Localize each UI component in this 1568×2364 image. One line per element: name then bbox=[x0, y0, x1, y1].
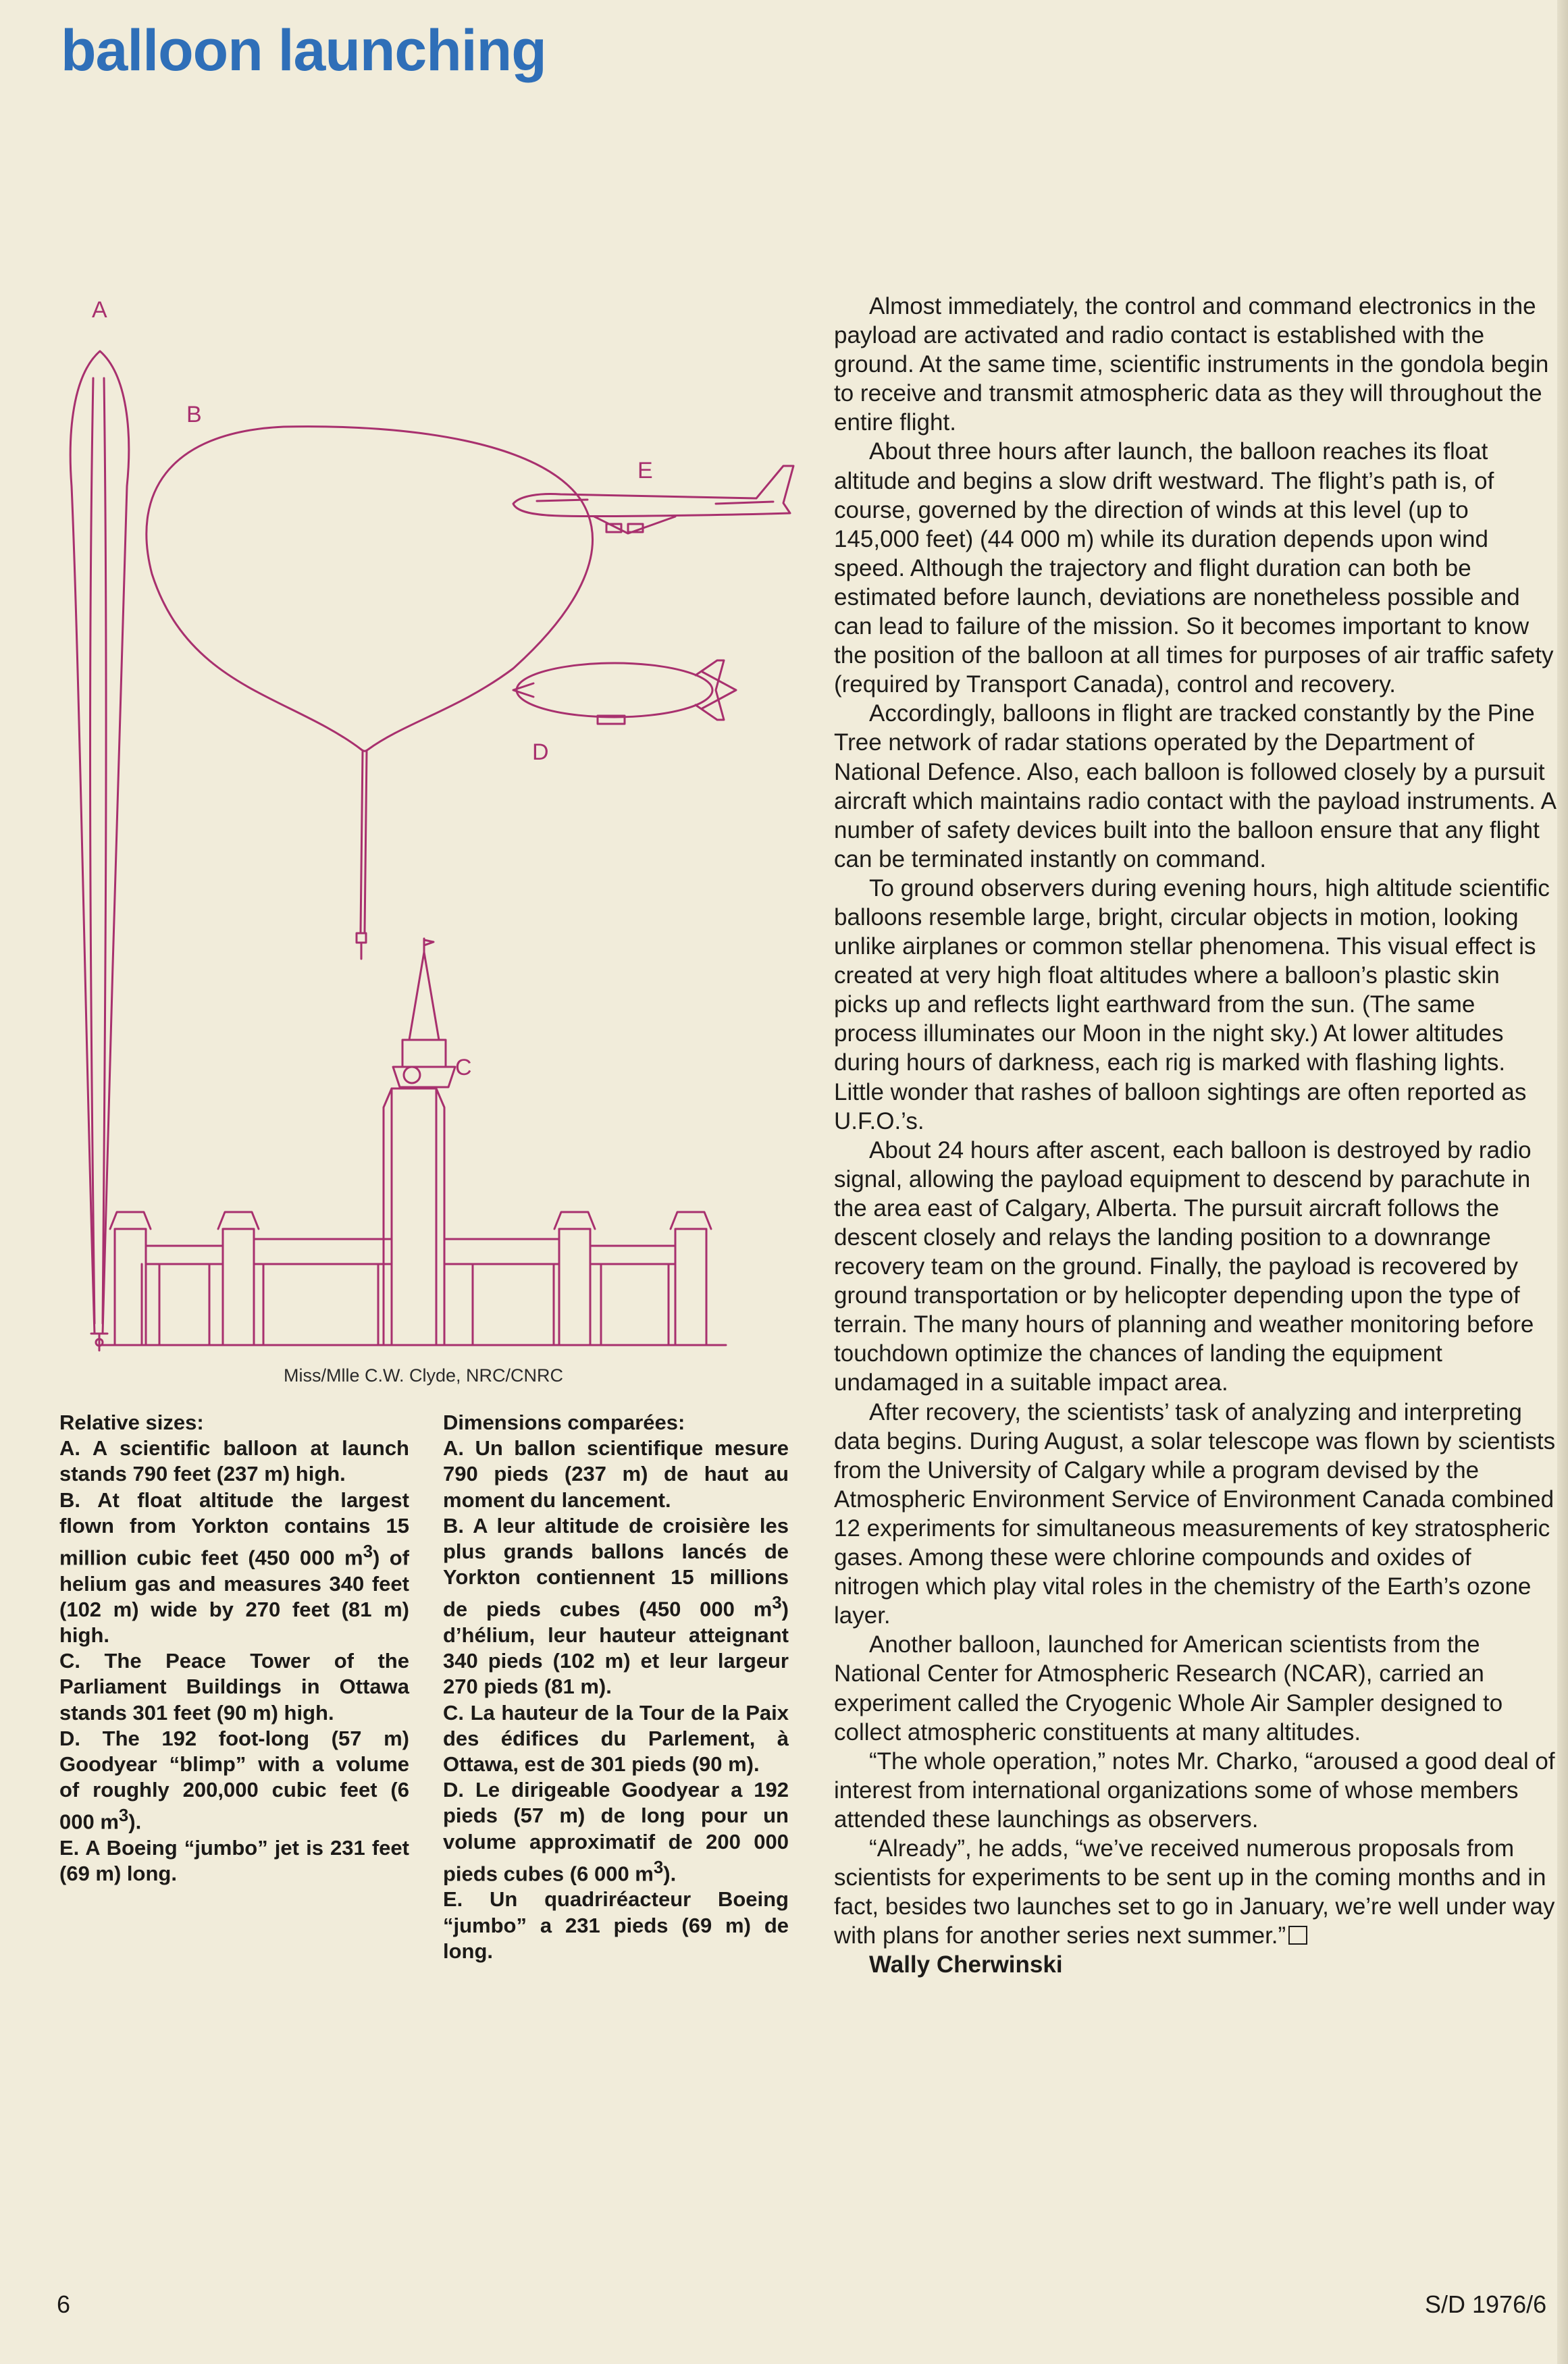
article-paragraph: Another balloon, launched for American scientists from the National Center for Atmospheric Research (NCAR), carried an experiment called the Cryogenic Whole Air Sampler designed to collect atmospheric constituents at many altitudes. bbox=[834, 1631, 1503, 1745]
label-b: B bbox=[186, 402, 202, 427]
caption-french bbox=[443, 1410, 789, 1964]
caption-item-e: E. A Boeing “jumbo” jet is 231 feet (69 m) long. bbox=[59, 1835, 409, 1886]
caption-heading: Dimensions comparées: bbox=[443, 1411, 685, 1434]
caption-item-c: C. La hauteur de la Tour de la Paix des édifices du Parlement, à Ottawa, est de 301 pieds (90 m). bbox=[443, 1700, 789, 1776]
issue-label: S/D 1976/6 bbox=[1425, 2290, 1547, 2318]
float-balloon-b bbox=[147, 427, 593, 959]
caption-item-d: D. Le dirigeable Goodyear a 192 pieds (57 m) de long pour un volume approximatif de 200 000 pieds cubes (6 000 $m^3$). bbox=[443, 1778, 789, 1886]
page-number: 6 bbox=[57, 2290, 71, 2318]
peace-tower-c bbox=[384, 939, 455, 1345]
caption-item-e: E. Un quadriréacteur Boeing “jumbo” a 231 pieds (69 m) de long. bbox=[443, 1887, 789, 1963]
caption-heading: Relative sizes: bbox=[59, 1411, 204, 1434]
article-paragraph: Accordingly, balloons in flight are tracked constantly by the Pine Tree network of radar stations operated by the Department of National Defence. Also, each balloon is followed closely by a pursuit aircraft which maintains radio contact with the payload instruments. A number of safety devices built into the balloon ensure that any flight can be terminated instantly on command. bbox=[834, 700, 1556, 872]
caption-item-a: A. Un ballon scientifique mesure 790 pieds (237 m) de haut au moment du lancement. bbox=[443, 1436, 789, 1512]
end-of-article-box-icon bbox=[1288, 1926, 1307, 1945]
page-title: balloon launching bbox=[61, 18, 546, 83]
label-d: D bbox=[532, 739, 549, 765]
illustration-credit: Miss/Mlle C.W. Clyde, NRC/CNRC bbox=[284, 1365, 564, 1386]
size-comparison-illustration bbox=[0, 270, 810, 1377]
caption-item-b: B. At float altitude the largest flown from Yorkton contains 15 million cubic feet (450 000 $m^3$) of helium gas and measures 340 feet (102 m) wide by 270 feet (81 m) high. bbox=[59, 1488, 409, 1647]
label-e: E bbox=[637, 458, 653, 483]
goodyear-blimp-d bbox=[513, 660, 736, 724]
caption-item-d: D. The 192 foot-long (57 m) Goodyear “blimp” with a volume of roughly 200,000 cubic feet (6 000 $m^3$). bbox=[59, 1726, 409, 1834]
article-paragraph-last: “Already”, he adds, “we’ve received numerous proposals from scientists for experiments to be sent up in the coming months and in fact, besides two launches set to go in January, we’re well under way with plans for another series next summer.” bbox=[834, 1835, 1555, 1949]
caption-item-b: B. A leur altitude de croisière les plus grands ballons lancés de Yorkton contiennent 15 millions de pieds cubes (450 000 $m^3$) d’hélium, leur hauteur atteignant 340 pieds (102 m) et leur largeur 270 pieds (81 m). bbox=[443, 1513, 789, 1699]
label-a: A bbox=[92, 297, 107, 323]
article-body bbox=[834, 292, 1560, 1979]
caption-item-a: A. A scientific balloon at launch stands 790 feet (237 m) high. bbox=[59, 1436, 409, 1486]
article-paragraph: About 24 hours after ascent, each balloon is destroyed by radio signal, allowing the payload equipment to descend by parachute in the area east of Calgary, Alberta. The pursuit aircraft follows the descent closely and relays the landing position to a downrange recovery team on the ground. Finally, the payload is recovered by ground transportation or by helicopter depending upon the type of terrain. The many hours of planning and weather monitoring before touchdown optimize the chances of landing the equipment undamaged in a suitable impact area. bbox=[834, 1136, 1534, 1396]
article-paragraph: To ground observers during evening hours, high altitude scientific balloons resemble large, bright, circular objects in motion, looking unlike airplanes or common stellar phenomena. This visual effect is created at very high float altitudes where a balloon’s plastic skin picks up and reflects light earthward from the sun. (The same process illuminates our Moon in the night sky.) At lower altitudes during hours of darkness, each rig is marked with flashing lights. Little wonder that rashes of balloon sightings are often reported as U.F.O.’s. bbox=[834, 874, 1550, 1134]
article-paragraph: About three hours after launch, the balloon reaches its float altitude and begins a slow drift westward. The flight’s path is, of course, governed by the direction of winds at this level (up to 145,000 feet) (44 000 m) while its duration depends upon wind speed. Although the trajectory and flight duration can both be estimated before launch, deviations are nonetheless possible and can lead to failure of the mission. So it becomes important to know the position of the balloon at all times for purposes of air traffic safety (required by Transport Canada), control and recovery. bbox=[834, 438, 1554, 698]
article-paragraph: “The whole operation,” notes Mr. Charko, “aroused a good deal of interest from international organizations some of whose members attended these launchings as observers. bbox=[834, 1748, 1555, 1833]
parliament-buildings bbox=[101, 1212, 726, 1345]
article-paragraph: Almost immediately, the control and command electronics in the payload are activated and radio contact is established with the ground. At the same time, scientific instruments in the gondola begin to receive and transmit atmospheric data as they will throughout the entire flight. bbox=[834, 293, 1549, 436]
caption-english bbox=[59, 1410, 409, 1887]
launch-balloon-a bbox=[70, 351, 129, 1350]
label-c: C bbox=[455, 1055, 472, 1080]
caption-item-c: C. The Peace Tower of the Parliament Buildings in Ottawa stands 301 feet (90 m) high. bbox=[59, 1649, 409, 1725]
article-paragraph: After recovery, the scientists’ task of analyzing and interpreting data begins. During August, a solar telescope was flown by scientists from the University of Calgary while a program devised by the Atmospheric Environment Service of Environment Canada combined 12 experiments for simultaneous measurements of key stratospheric gases. Among these were chlorine compounds and oxides of nitrogen which play vital roles in the chemistry of the Earth’s ozone layer. bbox=[834, 1398, 1556, 1629]
author-byline: Wally Cherwinski bbox=[869, 1951, 1063, 1978]
